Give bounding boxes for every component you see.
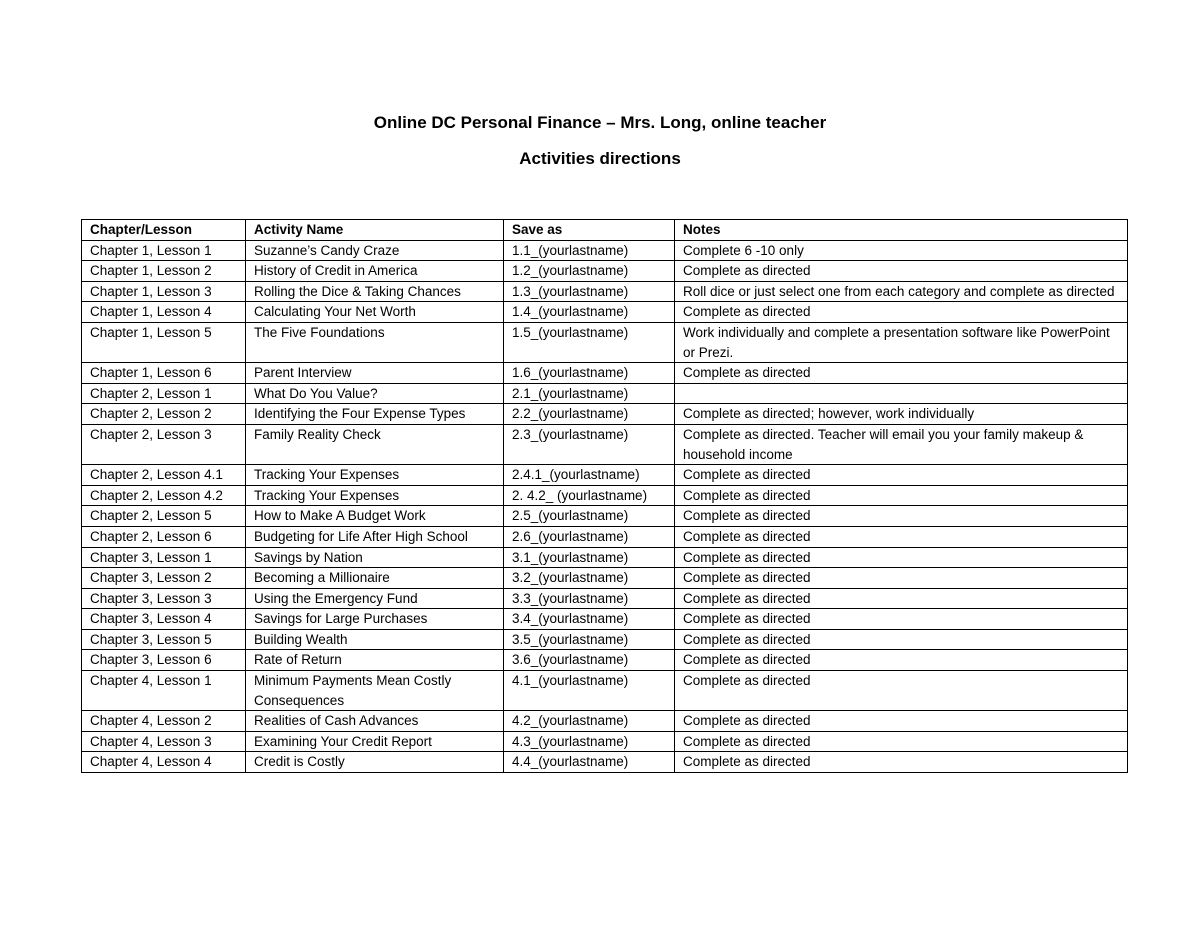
- cell-notes: Complete as directed: [675, 363, 1128, 384]
- cell-notes: Complete as directed: [675, 526, 1128, 547]
- cell-save-as: 2.1_(yourlastname): [504, 383, 675, 404]
- activities-table: [81, 219, 1128, 773]
- cell-notes: Complete as directed: [675, 671, 1128, 711]
- cell-notes: Complete as directed: [675, 506, 1128, 527]
- cell-activity-name: History of Credit in America: [246, 261, 504, 282]
- table-row: [82, 261, 1128, 282]
- cell-activity-name: Savings by Nation: [246, 547, 504, 568]
- cell-chapter-lesson: Chapter 2, Lesson 1: [82, 383, 246, 404]
- cell-save-as: 2.5_(yourlastname): [504, 506, 675, 527]
- cell-activity-name: What Do You Value?: [246, 383, 504, 404]
- cell-chapter-lesson: Chapter 1, Lesson 6: [82, 363, 246, 384]
- cell-activity-name: Family Reality Check: [246, 424, 504, 464]
- cell-save-as: 3.5_(yourlastname): [504, 629, 675, 650]
- cell-notes: Complete as directed: [675, 629, 1128, 650]
- page-subtitle: Activities directions: [519, 149, 681, 168]
- cell-save-as: 3.6_(yourlastname): [504, 650, 675, 671]
- table-row: [82, 752, 1128, 773]
- cell-chapter-lesson: Chapter 2, Lesson 3: [82, 424, 246, 464]
- cell-save-as: 3.1_(yourlastname): [504, 547, 675, 568]
- cell-activity-name: Rolling the Dice & Taking Chances: [246, 281, 504, 302]
- cell-chapter-lesson: Chapter 2, Lesson 5: [82, 506, 246, 527]
- cell-save-as: 4.3_(yourlastname): [504, 731, 675, 752]
- cell-notes: Complete as directed: [675, 547, 1128, 568]
- column-header-chapter-lesson: Chapter/Lesson: [82, 220, 246, 241]
- table-row: [82, 322, 1128, 362]
- table-row: [82, 404, 1128, 425]
- cell-chapter-lesson: Chapter 1, Lesson 4: [82, 302, 246, 323]
- table-row: [82, 383, 1128, 404]
- cell-notes: Complete as directed: [675, 465, 1128, 486]
- cell-notes: Complete as directed; however, work individually: [675, 404, 1128, 425]
- cell-chapter-lesson: Chapter 3, Lesson 4: [82, 609, 246, 630]
- table-row: [82, 424, 1128, 464]
- table-row: [82, 609, 1128, 630]
- cell-activity-name: Building Wealth: [246, 629, 504, 650]
- table-row: [82, 547, 1128, 568]
- cell-chapter-lesson: Chapter 1, Lesson 2: [82, 261, 246, 282]
- cell-chapter-lesson: Chapter 3, Lesson 3: [82, 588, 246, 609]
- cell-save-as: 2.2_(yourlastname): [504, 404, 675, 425]
- cell-notes: Complete as directed: [675, 650, 1128, 671]
- cell-notes: Complete as directed: [675, 261, 1128, 282]
- cell-notes: Complete as directed: [675, 752, 1128, 773]
- cell-chapter-lesson: Chapter 2, Lesson 4.1: [82, 465, 246, 486]
- table-row: [82, 240, 1128, 261]
- cell-save-as: 4.4_(yourlastname): [504, 752, 675, 773]
- table-row: [82, 302, 1128, 323]
- cell-chapter-lesson: Chapter 2, Lesson 6: [82, 526, 246, 547]
- cell-chapter-lesson: Chapter 2, Lesson 4.2: [82, 485, 246, 506]
- cell-notes: Complete as directed: [675, 731, 1128, 752]
- cell-chapter-lesson: Chapter 4, Lesson 3: [82, 731, 246, 752]
- cell-notes: Complete as directed: [675, 609, 1128, 630]
- cell-save-as: 1.5_(yourlastname): [504, 322, 675, 362]
- cell-save-as: 1.2_(yourlastname): [504, 261, 675, 282]
- cell-activity-name: Identifying the Four Expense Types: [246, 404, 504, 425]
- cell-chapter-lesson: Chapter 3, Lesson 1: [82, 547, 246, 568]
- table-header-row: [82, 220, 1128, 241]
- table-row: [82, 526, 1128, 547]
- cell-activity-name: Using the Emergency Fund: [246, 588, 504, 609]
- cell-save-as: 1.3_(yourlastname): [504, 281, 675, 302]
- cell-activity-name: How to Make A Budget Work: [246, 506, 504, 527]
- cell-notes: [675, 383, 1128, 404]
- cell-chapter-lesson: Chapter 2, Lesson 2: [82, 404, 246, 425]
- column-header-activity-name: Activity Name: [246, 220, 504, 241]
- cell-notes: Roll dice or just select one from each category and complete as directed: [675, 281, 1128, 302]
- cell-activity-name: Credit is Costly: [246, 752, 504, 773]
- table-row: [82, 731, 1128, 752]
- cell-chapter-lesson: Chapter 1, Lesson 1: [82, 240, 246, 261]
- cell-save-as: 2. 4.2_ (yourlastname): [504, 485, 675, 506]
- cell-save-as: 3.4_(yourlastname): [504, 609, 675, 630]
- cell-save-as: 2.4.1_(yourlastname): [504, 465, 675, 486]
- cell-activity-name: Realities of Cash Advances: [246, 711, 504, 732]
- cell-notes: Complete as directed: [675, 711, 1128, 732]
- page-title: Online DC Personal Finance – Mrs. Long, online teacher: [373, 113, 827, 132]
- cell-chapter-lesson: Chapter 4, Lesson 1: [82, 671, 246, 711]
- cell-save-as: 2.3_(yourlastname): [504, 424, 675, 464]
- cell-notes: Complete as directed: [675, 302, 1128, 323]
- table-row: [82, 568, 1128, 589]
- cell-save-as: 1.4_(yourlastname): [504, 302, 675, 323]
- table-row: [82, 650, 1128, 671]
- cell-save-as: 3.3_(yourlastname): [504, 588, 675, 609]
- cell-save-as: 3.2_(yourlastname): [504, 568, 675, 589]
- cell-notes: Complete as directed: [675, 568, 1128, 589]
- table-row: [82, 363, 1128, 384]
- table-row: [82, 281, 1128, 302]
- cell-save-as: 1.6_(yourlastname): [504, 363, 675, 384]
- cell-notes: Complete 6 -10 only: [675, 240, 1128, 261]
- cell-activity-name: Budgeting for Life After High School: [246, 526, 504, 547]
- cell-notes: Complete as directed. Teacher will email you your family makeup & household income: [675, 424, 1128, 464]
- table-row: [82, 506, 1128, 527]
- cell-notes: Complete as directed: [675, 485, 1128, 506]
- cell-activity-name: Tracking Your Expenses: [246, 485, 504, 506]
- cell-activity-name: Tracking Your Expenses: [246, 465, 504, 486]
- table-body: [82, 240, 1128, 772]
- cell-activity-name: Examining Your Credit Report: [246, 731, 504, 752]
- cell-activity-name: Calculating Your Net Worth: [246, 302, 504, 323]
- table-row: [82, 671, 1128, 711]
- cell-notes: Complete as directed: [675, 588, 1128, 609]
- cell-chapter-lesson: Chapter 3, Lesson 6: [82, 650, 246, 671]
- column-header-save-as: Save as: [504, 220, 675, 241]
- cell-chapter-lesson: Chapter 3, Lesson 5: [82, 629, 246, 650]
- cell-activity-name: Suzanne’s Candy Craze: [246, 240, 504, 261]
- cell-chapter-lesson: Chapter 4, Lesson 2: [82, 711, 246, 732]
- cell-activity-name: Rate of Return: [246, 650, 504, 671]
- cell-activity-name: Savings for Large Purchases: [246, 609, 504, 630]
- table-row: [82, 711, 1128, 732]
- cell-chapter-lesson: Chapter 1, Lesson 5: [82, 322, 246, 362]
- cell-chapter-lesson: Chapter 1, Lesson 3: [82, 281, 246, 302]
- column-header-notes: Notes: [675, 220, 1128, 241]
- cell-activity-name: Becoming a Millionaire: [246, 568, 504, 589]
- table-row: [82, 588, 1128, 609]
- cell-save-as: 4.1_(yourlastname): [504, 671, 675, 711]
- cell-activity-name: Parent Interview: [246, 363, 504, 384]
- table-row: [82, 465, 1128, 486]
- cell-save-as: 1.1_(yourlastname): [504, 240, 675, 261]
- cell-save-as: 4.2_(yourlastname): [504, 711, 675, 732]
- cell-save-as: 2.6_(yourlastname): [504, 526, 675, 547]
- cell-chapter-lesson: Chapter 4, Lesson 4: [82, 752, 246, 773]
- table-row: [82, 485, 1128, 506]
- table-row: [82, 629, 1128, 650]
- cell-chapter-lesson: Chapter 3, Lesson 2: [82, 568, 246, 589]
- cell-activity-name: The Five Foundations: [246, 322, 504, 362]
- cell-activity-name: Minimum Payments Mean Costly Consequences: [246, 671, 504, 711]
- cell-notes: Work individually and complete a presentation software like PowerPoint or Prezi.: [675, 322, 1128, 362]
